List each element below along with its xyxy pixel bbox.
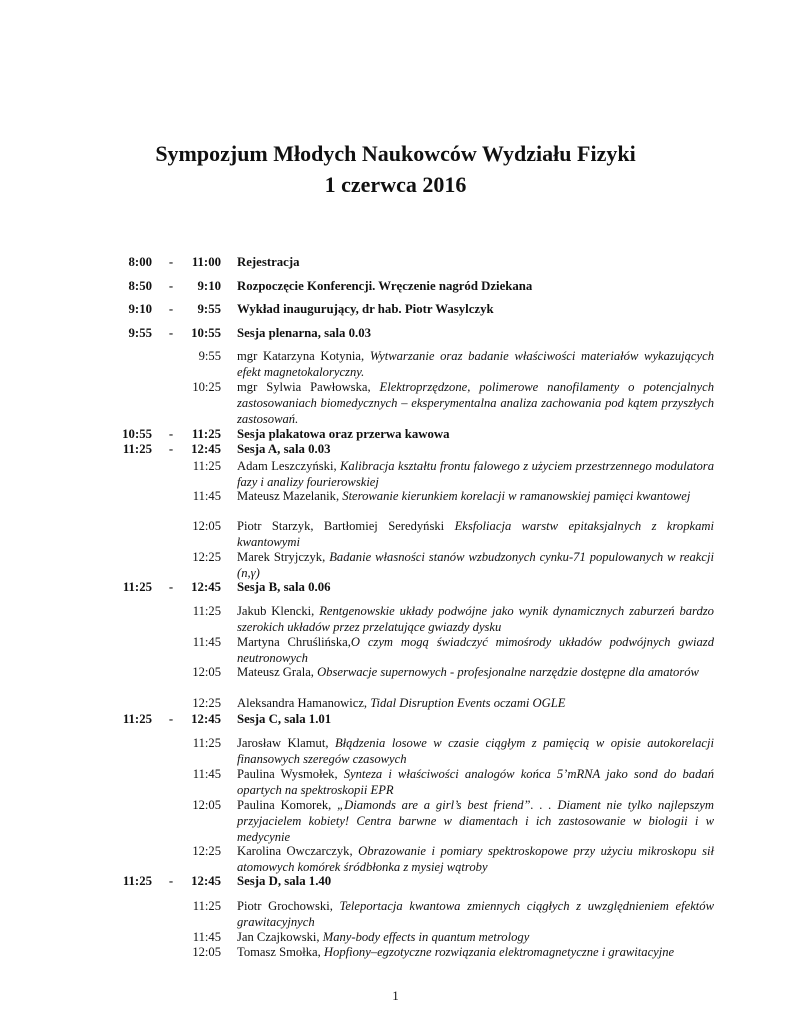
talk-entry bbox=[237, 929, 714, 945]
talk-title: Tidal Disruption Events oczami OGLE bbox=[370, 696, 566, 710]
title-line-2: 1 czerwca 2016 bbox=[324, 172, 467, 197]
session-end-time: 12:45 bbox=[191, 874, 221, 888]
session-end-time: 11:00 bbox=[191, 255, 221, 269]
session-label: Sesja plakatowa oraz przerwa kawowa bbox=[237, 427, 450, 441]
talk-time: 11:25 bbox=[192, 899, 221, 913]
session-label: Wykład inaugurujący, dr hab. Piotr Wasylczyk bbox=[237, 302, 494, 316]
talk-time: 12:05 bbox=[192, 945, 221, 959]
session-start-time: 11:25 bbox=[122, 712, 152, 726]
time-separator: - bbox=[168, 442, 174, 456]
talk-author: Jakub Klencki, bbox=[237, 604, 320, 618]
talk-author: Mateusz Mazelanik, bbox=[237, 489, 343, 503]
talk-time: 11:45 bbox=[192, 489, 221, 503]
time-separator: - bbox=[168, 580, 174, 594]
session-end-time: 9:10 bbox=[197, 279, 221, 293]
talk-title: Synteza i właściwości analogów końca 5’mRNA jako sond do badań opartych na spektroskopii EPR bbox=[237, 767, 714, 797]
talk-title: Obserwacje supernowych - profesjonalne narzędzie dostępne dla amatorów bbox=[317, 665, 699, 679]
talk-title: Badanie własności stanów wzbudzonych cynku-71 populowanych w reakcji (n,γ) bbox=[237, 550, 714, 580]
session-label: Rozpoczęcie Konferencji. Wręczenie nagród Dziekana bbox=[237, 279, 533, 293]
talk-time: 11:45 bbox=[192, 635, 221, 649]
talk-title: Kalibracja kształtu frontu falowego z użyciem przestrzennego modulatora fazy i analizy fourierowskiej bbox=[237, 459, 714, 489]
talk-entry bbox=[237, 518, 714, 550]
talk-title: Wytwarzanie oraz badanie właściwości materiałów wykazujących efekt magnetokaloryczny. bbox=[237, 349, 714, 379]
talk-author: Jarosław Klamut, bbox=[237, 736, 335, 750]
session-end-time: 10:55 bbox=[191, 326, 221, 340]
talk-time: 12:05 bbox=[192, 665, 221, 679]
talk-title: O czym mogą świadczyć mimośrody układów podwójnych gwiazd neutronowych bbox=[237, 635, 714, 665]
time-separator: - bbox=[168, 279, 174, 293]
talk-entry bbox=[237, 944, 714, 960]
talk-entry bbox=[237, 458, 714, 490]
talk-entry bbox=[237, 379, 714, 427]
session-label: Sesja D, sala 1.40 bbox=[237, 874, 332, 888]
talk-title: „Diamonds are a girl’s best friend”. . . Diament nie tylko najlepszym przyjacielem kobiety! Centra barwne w diamentach i ich zastosowanie w biologii i w medycynie bbox=[237, 798, 714, 844]
session-start-time: 8:00 bbox=[128, 255, 152, 269]
talk-entry bbox=[237, 898, 714, 930]
talk-entry bbox=[237, 488, 714, 504]
talk-author: Mateusz Grala, bbox=[237, 665, 318, 679]
talk-entry bbox=[237, 348, 714, 380]
talk-time: 11:45 bbox=[192, 930, 221, 944]
title-line-1: Sympozjum Młodych Naukowców Wydziału Fizyki bbox=[155, 141, 636, 166]
talk-author: Piotr Grochowski, bbox=[237, 899, 340, 913]
session-end-time: 12:45 bbox=[191, 442, 221, 456]
session-label: Sesja C, sala 1.01 bbox=[237, 712, 332, 726]
time-separator: - bbox=[168, 712, 174, 726]
talk-entry bbox=[237, 664, 714, 680]
talk-entry bbox=[237, 766, 714, 798]
session-end-time: 9:55 bbox=[197, 302, 221, 316]
talk-author: Jan Czajkowski, bbox=[237, 930, 323, 944]
talk-entry bbox=[237, 603, 714, 635]
session-start-time: 9:10 bbox=[128, 302, 152, 316]
time-separator: - bbox=[168, 874, 174, 888]
talk-title: Many-body effects in quantum metrology bbox=[322, 930, 530, 944]
talk-entry bbox=[237, 549, 714, 581]
session-label: Sesja B, sala 0.06 bbox=[237, 580, 331, 594]
talk-author: Adam Leszczyński, bbox=[237, 459, 341, 473]
talk-time: 11:25 bbox=[192, 459, 221, 473]
session-end-time: 11:25 bbox=[191, 427, 221, 441]
talk-title: Hopfiony–egzotyczne rozwiązania elektromagnetyczne i grawitacyjne bbox=[323, 945, 675, 959]
session-start-time: 11:25 bbox=[122, 874, 152, 888]
talk-author: Aleksandra Hamanowicz, bbox=[237, 696, 371, 710]
talk-time: 9:55 bbox=[198, 349, 221, 363]
session-start-time: 10:55 bbox=[122, 427, 152, 441]
session-label: Rejestracja bbox=[237, 255, 300, 269]
talk-title: Błądzenia losowe w czasie ciągłym z pamięcią w opisie autokorelacji finansowych szeregów czasowych bbox=[237, 736, 714, 766]
time-separator: - bbox=[168, 255, 174, 269]
talk-time: 12:25 bbox=[192, 844, 221, 858]
talk-title: Elektroprzędzone, polimerowe nanofilamenty o potencjalnych zastosowaniach biomedycznych – eksperymentalna analiza zachowania pod kątem przyszłych zastosowań. bbox=[237, 380, 714, 426]
talk-time: 12:25 bbox=[192, 550, 221, 564]
session-start-time: 8:50 bbox=[128, 279, 152, 293]
talk-author: Paulina Komorek, bbox=[237, 798, 338, 812]
session-start-time: 11:25 bbox=[122, 442, 152, 456]
talk-entry bbox=[237, 735, 714, 767]
talk-time: 11:45 bbox=[192, 767, 221, 781]
talk-entry bbox=[237, 695, 714, 711]
talk-author: Karolina Owczarczyk, bbox=[237, 844, 359, 858]
page-number: 1 bbox=[392, 988, 399, 1003]
session-label: Sesja A, sala 0.03 bbox=[237, 442, 331, 456]
talk-time: 10:25 bbox=[192, 380, 221, 394]
talk-author: Paulina Wysmołek, bbox=[237, 767, 344, 781]
time-separator: - bbox=[168, 326, 174, 340]
talk-time: 11:25 bbox=[192, 736, 221, 750]
talk-title: Teleportacja kwantowa zmiennych ciągłych z uwzględnieniem efektów grawitacyjnych bbox=[237, 899, 714, 929]
talk-author: Martyna Chruślińska, bbox=[237, 635, 351, 649]
talk-author: mgr Sylwia Pawłowska, bbox=[237, 380, 380, 394]
talk-author: Tomasz Smołka, bbox=[237, 945, 324, 959]
talk-time: 11:25 bbox=[192, 604, 221, 618]
talk-entry bbox=[237, 634, 714, 666]
talk-time: 12:25 bbox=[192, 696, 221, 710]
time-separator: - bbox=[168, 427, 174, 441]
session-end-time: 12:45 bbox=[191, 712, 221, 726]
session-start-time: 9:55 bbox=[128, 326, 152, 340]
talk-title: Eksfoliacja warstw epitaksjalnych z kropkami kwantowymi bbox=[237, 519, 715, 549]
session-end-time: 12:45 bbox=[191, 580, 221, 594]
talk-author: Marek Stryjczyk, bbox=[237, 550, 330, 564]
talk-time: 12:05 bbox=[192, 798, 221, 812]
talk-title: Rentgenowskie układy podwójne jako wynik dynamicznych zaburzeń bardzo szerokich układów przez przelatujące gwiazdy dysku bbox=[237, 604, 714, 634]
talk-title: Obrazowanie i pomiary spektroskopowe przy użyciu mikroskopu sił atomowych komórek śródbłonka z mysiej wątroby bbox=[237, 844, 714, 874]
talk-author: Piotr Starzyk, Bartłomiej Seredyński bbox=[237, 519, 455, 533]
talk-entry bbox=[237, 797, 714, 845]
session-label: Sesja plenarna, sala 0.03 bbox=[237, 326, 372, 340]
talk-title: Sterowanie kierunkiem korelacji w ramanowskiej pamięci kwantowej bbox=[342, 489, 691, 503]
talk-entry bbox=[237, 843, 714, 875]
time-separator: - bbox=[168, 302, 174, 316]
session-start-time: 11:25 bbox=[122, 580, 152, 594]
talk-author: mgr Katarzyna Kotynia, bbox=[237, 349, 370, 363]
talk-time: 12:05 bbox=[192, 519, 221, 533]
